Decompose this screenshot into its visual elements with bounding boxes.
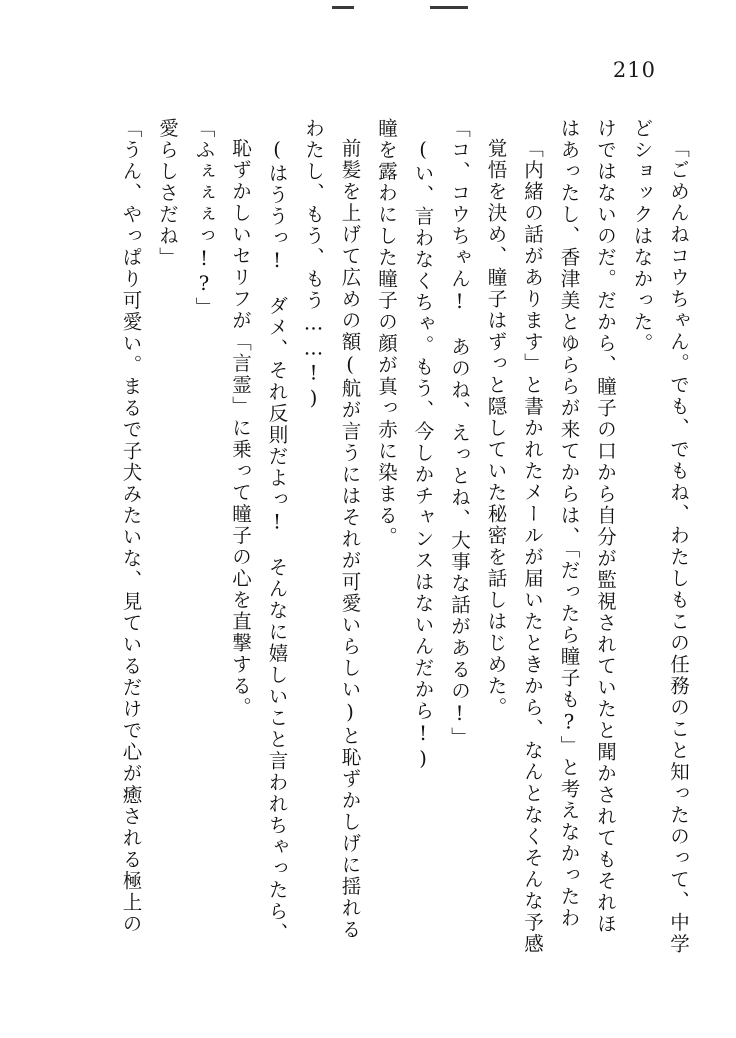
text-column: 「ごめんねコウちゃん。でも、でもね、わたしもこの任務のこと知ったのって、中学 <box>667 138 690 955</box>
page-number: 210 <box>612 58 656 82</box>
text-column: わたし、もう、もう……!) <box>302 118 325 412</box>
text-column: どショックはなかった。 <box>630 118 654 355</box>
text-column: 恥ずかしいセリフが「言霊」に乗って瞳子の心を直撃する。 <box>229 138 252 719</box>
vertical-text-block <box>104 118 690 978</box>
text-column: 「ふぇぇぇっ!?」 <box>192 118 216 319</box>
text-column: (い、言わなくちゃ。もう、今しかチャンスはないんだから!) <box>411 138 435 772</box>
text-column: 愛らしさだね」 <box>156 118 179 269</box>
text-column: 覚悟を決め、瞳子はずっと隠していた秘密を話しはじめた。 <box>484 138 508 719</box>
text-column: 「うん、やっぱり可愛い。まるで子犬みたいな、見ているだけで心が癒される極上の <box>119 118 143 935</box>
text-column: けではないのだ。だから、瞳子の口から自分が監視されていたと聞かされてもそれほ <box>594 118 617 935</box>
crop-mark-left <box>332 6 354 9</box>
text-column: 「コ、コウちゃん! あのね、えっとね、大事な話があるの!」 <box>448 118 471 749</box>
text-column: (はううっ! ダメ、それ反則だよっ! そんなに嬉しいこと言われちゃったら、 <box>265 138 289 944</box>
text-column: 「内緒の話があります」と書かれたメールが届いたときから、なんとなくそんな予感 <box>521 138 544 955</box>
text-column: 瞳を露わにした瞳子の顔が真っ赤に染まる。 <box>375 118 398 548</box>
text-column: はあったし、香津美とゆららが来てからは、「だったら瞳子も?」と考えなかったわ <box>557 118 581 929</box>
crop-mark-right <box>430 6 468 9</box>
text-column: 前髪を上げて広めの額(航が言うにはそれが可愛いらしい)と恥ずかしげに揺れる <box>338 138 362 941</box>
